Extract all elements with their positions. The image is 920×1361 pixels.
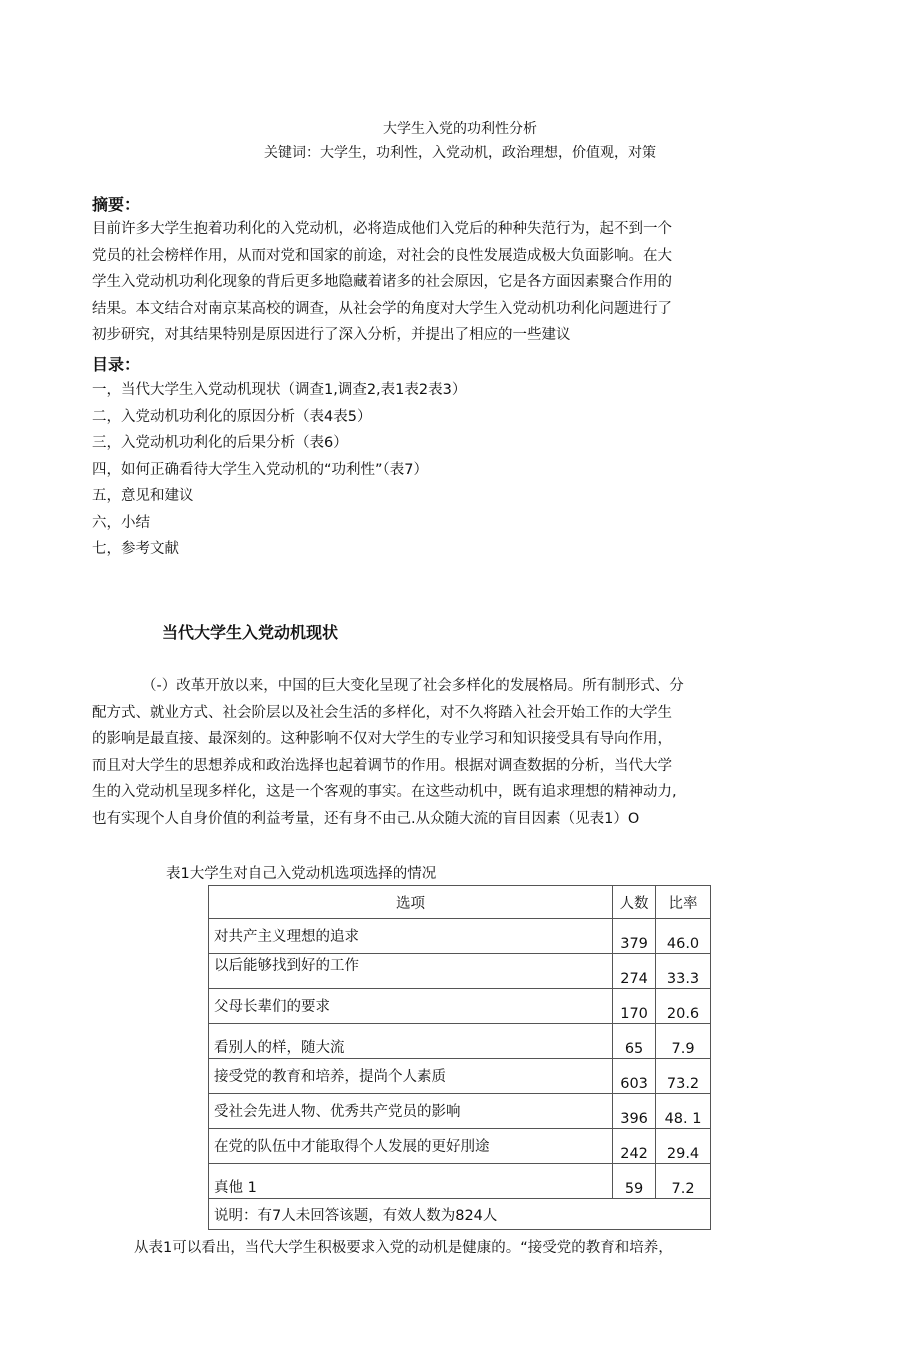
cell-option: 对共产主义理想的追求 xyxy=(209,919,613,954)
cell-ratio: 29.4 xyxy=(656,1129,711,1164)
abstract-line: 结果。本文结合对南京某高校的调查，从社会学的角度对大学生入党动机功利化问题进行了 xyxy=(92,300,672,317)
cell-ratio: 7.2 xyxy=(656,1164,711,1199)
table-row xyxy=(209,1129,711,1164)
keywords-line: 关键词：大学生，功利性，入党动机，政治理想，价值观，对策 xyxy=(264,145,656,161)
table-note-row xyxy=(209,1199,711,1230)
toc-item: 一，当代大学生入党动机现状（调查1,调查2,表1表2表3） xyxy=(92,382,467,398)
table-row xyxy=(209,1059,711,1094)
header-count: 人数 xyxy=(613,886,656,919)
toc-item: 二，入党动机功利化的原因分析（表4表5） xyxy=(92,408,372,425)
table-note: 说明：有7人未回答该题，有效人数为824人 xyxy=(209,1199,711,1230)
cell-option: 真他 1 xyxy=(209,1164,613,1199)
cell-option: 在党的队伍中才能取得个人发展的更好刖途 xyxy=(209,1129,613,1164)
cell-count: 59 xyxy=(613,1164,656,1199)
toc-list xyxy=(92,377,466,563)
section-title: 当代大学生入党动机现状 xyxy=(162,623,339,642)
cell-ratio: 33.3 xyxy=(656,954,711,989)
toc-item: 三，入党动机功利化的后果分析（表6） xyxy=(92,435,348,451)
table-row xyxy=(209,1024,711,1059)
cell-ratio: 46.0 xyxy=(656,919,711,954)
motivation-table xyxy=(208,885,711,1230)
toc-heading: 目录： xyxy=(92,355,141,374)
header-ratio: 比率 xyxy=(656,886,711,919)
table-header-row xyxy=(209,886,711,919)
abstract-heading: 摘要： xyxy=(92,195,141,214)
section-line: 生的入党动机呈现多样化，这是一个客观的事实。在这些动机中，既有追求理想的精神动力, xyxy=(92,784,677,800)
document-title: 大学生入党的功利性分析 xyxy=(383,121,537,137)
table-row xyxy=(209,1094,711,1129)
section-line: （-）改革开放以来，中国的巨大变化呈现了社会多样化的发展格局。所有制形式、分 xyxy=(142,678,684,694)
cell-option: 以后能够找到好的工作 xyxy=(209,954,613,989)
cell-count: 379 xyxy=(613,919,656,954)
cell-count: 170 xyxy=(613,989,656,1024)
table-row xyxy=(209,919,711,954)
section-body xyxy=(92,673,684,832)
abstract-line: 初步研究，对其结果特别是原因进行了深入分析，并提出了相应的一些建议 xyxy=(92,327,571,343)
cell-option: 看别人的样，随大流 xyxy=(209,1024,613,1059)
after-table-text: 从表1可以看出，当代大学生积极要求入党的动机是健康的。“接受党的教育和培养， xyxy=(134,1240,673,1256)
cell-count: 242 xyxy=(613,1129,656,1164)
cell-count: 396 xyxy=(613,1094,656,1129)
cell-count: 603 xyxy=(613,1059,656,1094)
cell-option: 父母长辈们的要求 xyxy=(209,989,613,1024)
toc-item: 六，小结 xyxy=(92,514,150,531)
section-line: 配方式、就业方式、社会阶层以及社会生活的多样化，对不久将踏入社会开始工作的大学生 xyxy=(92,704,672,721)
abstract-body xyxy=(92,216,672,349)
cell-count: 274 xyxy=(613,954,656,989)
cell-ratio: 20.6 xyxy=(656,989,711,1024)
abstract-line: 党员的社会榜样作用，从而对党和国家的前途，对社会的良性发展造成极大负面影响。在大 xyxy=(92,247,672,264)
table-row xyxy=(209,1164,711,1199)
cell-option: 接受党的教育和培养，提尚个人素质 xyxy=(209,1059,613,1094)
header-option: 选项 xyxy=(209,886,613,919)
toc-item: 四，如何正确看待大学生入党动机的“功利性”（表7） xyxy=(92,461,428,478)
cell-ratio: 48. 1 xyxy=(656,1094,711,1129)
table-caption: 表1大学生对自己入党动机选项选择的情况 xyxy=(166,866,437,882)
table-row xyxy=(209,989,711,1024)
section-line: 的影响是最直接、最深刻的。这种影响不仅对大学生的专业学习和知识接受具有导向作用， xyxy=(92,731,672,747)
abstract-line: 目前许多大学生抱着功利化的入党动机，必将造成他们入党后的种种失范行为，起不到一个 xyxy=(92,221,672,237)
toc-item: 五，意见和建议 xyxy=(92,488,194,504)
table-row xyxy=(209,954,711,989)
cell-ratio: 7.9 xyxy=(656,1024,711,1059)
toc-item: 七，参考文献 xyxy=(92,541,179,557)
section-line: 也有实现个人自身价值的利益考量，还有身不由己.从众随大流的盲目因素（见表1）O xyxy=(92,810,640,827)
cell-ratio: 73.2 xyxy=(656,1059,711,1094)
section-line: 而且对大学生的思想养成和政治选择也起着调节的作用。根据对调查数据的分析，当代大学 xyxy=(92,757,672,774)
abstract-line: 学生入党动机功利化现象的背后更多地隐藏着诸多的社会原因，它是各方面因素聚合作用的 xyxy=(92,274,672,290)
cell-count: 65 xyxy=(613,1024,656,1059)
cell-option: 受社会先进人物、优秀共产党员的影响 xyxy=(209,1094,613,1129)
